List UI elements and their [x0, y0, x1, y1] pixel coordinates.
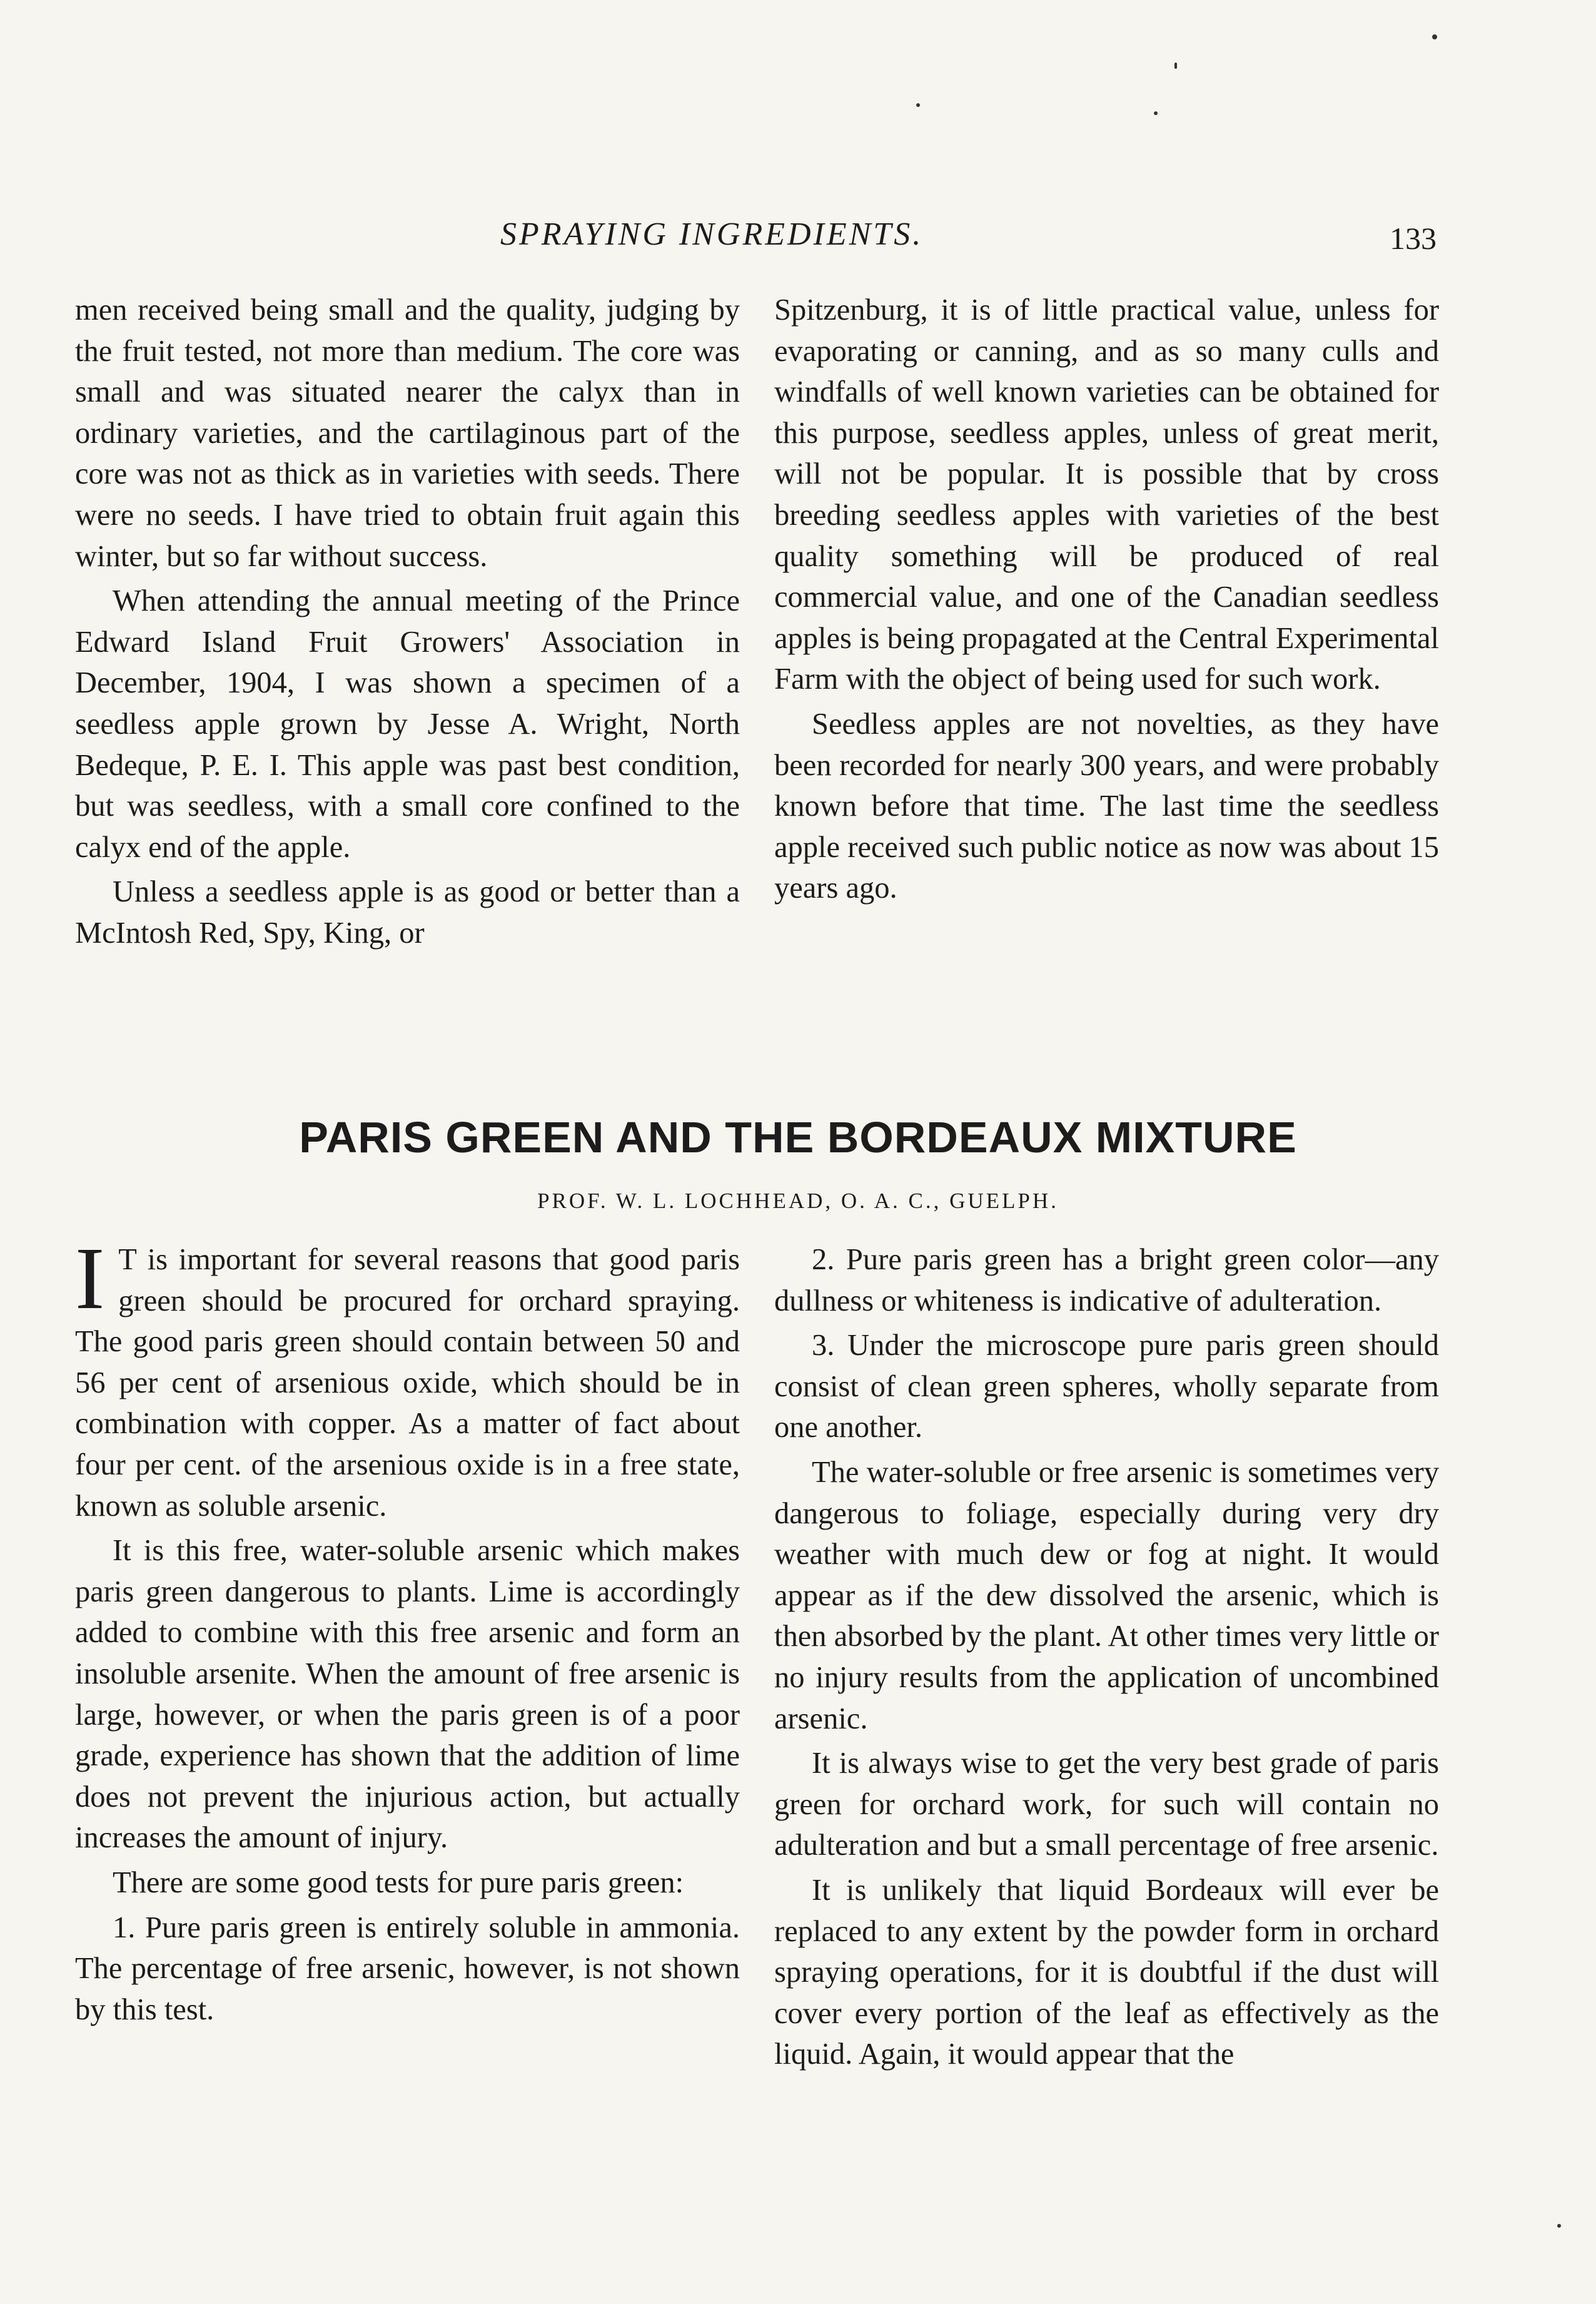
paragraph: There are some good tests for pure paris green: [113, 1865, 684, 1899]
opening-paragraph [75, 1229, 740, 1526]
ink-speck [916, 103, 920, 107]
paragraph: men received being small and the quality, judging by the fruit tested, not more than medium. The core was small and was situated nearer the calyx than in ordinary varieties, and the cartilaginous part of the core was not as thick as in varieties with seeds. There were no seeds. I have tried to obtain fruit again this winter, but so far without success. [75, 293, 740, 573]
ink-speck [1557, 2224, 1561, 2228]
drop-cap: I [75, 1229, 105, 1327]
article-right-column [774, 1239, 1439, 2075]
paragraph: When attending the annual meeting of the Prince Edward Island Fruit Growers' Association in December, 1904, I was shown a specimen of a seedless apple grown by Jesse A. Wright, North Bedeque, P. E. I. This apple was past best condition, but was seedless, with a small core confined to the calyx end of the apple. [75, 584, 740, 864]
opening-paragraph-text: T is important for several reasons that good paris green should be procured for orchard spraying. The good paris green should contain between 50 and 56 per cent of arsenious oxide, which should be in combination with copper. As a matter of fact about four per cent. of the arsenious oxide is in a free state, known as soluble arsenic. [75, 1243, 740, 1523]
running-head: SPRAYING INGREDIENTS. [500, 216, 924, 252]
paragraph: It is unlikely that liquid Bordeaux will ever be replaced to any extent by the powder form in orchard spraying operations, for it is doubtful if the dust will cover every portion of the leaf as effectively as the liquid. Again, it would appear that the [774, 1873, 1439, 2071]
paragraph: 3. Under the microscope pure paris green should consist of clean green spheres, wholly separate from one another. [774, 1329, 1439, 1444]
article-left-column [75, 1229, 740, 2030]
top-left-column [75, 290, 740, 954]
page-number: 133 [1390, 221, 1437, 256]
paragraph: Spitzenburg, it is of little practical value, unless for evaporating or canning, and as so many culls and windfalls of well known varieties can be obtained for this purpose, seedless apples, unless of great merit, will not be popular. It is possible that by cross breeding seedless apples with varieties of the best quality something will be produced of real commercial value, and one of the Canadian seedless apples is being propagated at the Central Experimental Farm with the object of being used for such work. [774, 293, 1439, 696]
article-title: PARIS GREEN AND THE BORDEAUX MIXTURE [299, 1113, 1297, 1162]
paragraph: It is this free, water-soluble arsenic which makes paris green dangerous to plants. Lime is accordingly added to combine with this free arsenic and form an insoluble arsenite. When the amount of free arsenic is large, however, or when the paris green is of a poor grade, experience has shown that the addition of lime does not prevent the injurious action, but actually increases the amount of injury. [75, 1534, 740, 1855]
article-byline: PROF. W. L. LOCHHEAD, O. A. C., GUELPH. [537, 1189, 1059, 1213]
paragraph: The water-soluble or free arsenic is sometimes very dangerous to foliage, especially during very dry weather with much dew or fog at night. It would appear as if the dew dissolved the arsenic, which is then absorbed by the plant. At other times very little or no injury results from the application of uncombined arsenic. [774, 1455, 1439, 1735]
paragraph: 2. Pure paris green has a bright green color—any dullness or whiteness is indicative of adulteration. [774, 1243, 1439, 1317]
paragraph: Unless a seedless apple is as good or better than a McIntosh Red, Spy, King, or [75, 875, 740, 950]
paragraph: It is always wise to get the very best grade of paris green for orchard work, for such will contain no adulteration and but a small percentage of free arsenic. [774, 1747, 1439, 1862]
paragraph: 1. Pure paris green is entirely soluble in ammonia. The percentage of free arsenic, however, is not shown by this test. [75, 1911, 740, 2026]
ink-speck [1154, 111, 1158, 115]
paragraph: Seedless apples are not novelties, as they have been recorded for nearly 300 years, and were probably known before that time. The last time the seedless apple received such public notice as now was about 15 years ago. [774, 707, 1439, 905]
ink-speck [1174, 63, 1177, 69]
top-right-column [774, 290, 1439, 909]
ink-speck [1432, 34, 1437, 39]
